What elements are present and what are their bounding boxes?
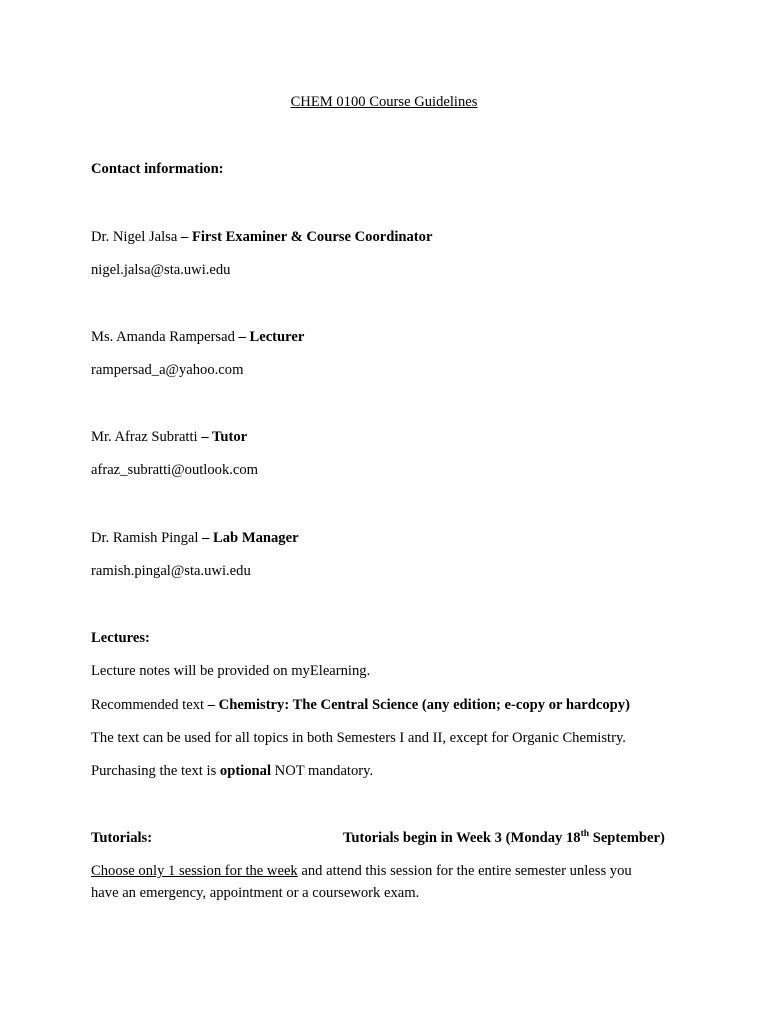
tutorial-session-line-2: have an emergency, appointment or a coursework exam.	[91, 885, 420, 901]
contact-email: ramish.pingal@sta.uwi.edu	[91, 563, 251, 579]
contact-row	[91, 428, 247, 446]
lectures-heading: Lectures:	[91, 630, 150, 646]
session-instruction: Choose only 1 session for the week	[91, 863, 298, 879]
contact-row	[91, 529, 299, 547]
contact-role: – Tutor	[197, 429, 248, 445]
contact-name: Dr. Ramish Pingal	[91, 530, 199, 546]
contact-name: Dr. Nigel Jalsa	[91, 229, 178, 245]
contact-email: rampersad_a@yahoo.com	[91, 362, 244, 378]
contact-role: – Lab Manager	[198, 530, 299, 546]
lecture-notes-text: Lecture notes will be provided on myElearning.	[91, 663, 371, 679]
contact-role: – Lecturer	[234, 329, 305, 345]
contact-row	[91, 328, 304, 346]
text-usage-line: The text can be used for all topics in both Semesters I and II, except for Organic Chemistry.	[91, 730, 626, 746]
contact-row	[91, 228, 432, 246]
contact-email: nigel.jalsa@sta.uwi.edu	[91, 262, 231, 278]
document-title: CHEM 0100 Course Guidelines	[290, 94, 478, 110]
contact-heading: Contact information:	[91, 161, 224, 177]
recommended-text-line: Recommended text – Chemistry: The Central Science (any edition; e-copy or hardcopy)	[91, 697, 630, 713]
contact-role: – First Examiner & Course Coordinator	[177, 229, 433, 245]
tutorial-session-line: Choose only 1 session for the week and attend this session for the entire semester unless you	[91, 863, 632, 879]
tutorials-start-note: Tutorials begin in Week 3 (Monday 18th September)	[343, 829, 665, 846]
purchase-line: Purchasing the text is optional NOT mandatory.	[91, 763, 374, 779]
tutorials-heading: Tutorials:	[91, 830, 153, 846]
contact-name: Mr. Afraz Subratti	[91, 429, 198, 445]
contact-email: afraz_subratti@outlook.com	[91, 462, 259, 478]
contact-name: Ms. Amanda Rampersad	[91, 329, 235, 345]
recommended-book-title: – Chemistry: The Central Science (any edition; e-copy or hardcopy)	[207, 697, 630, 713]
